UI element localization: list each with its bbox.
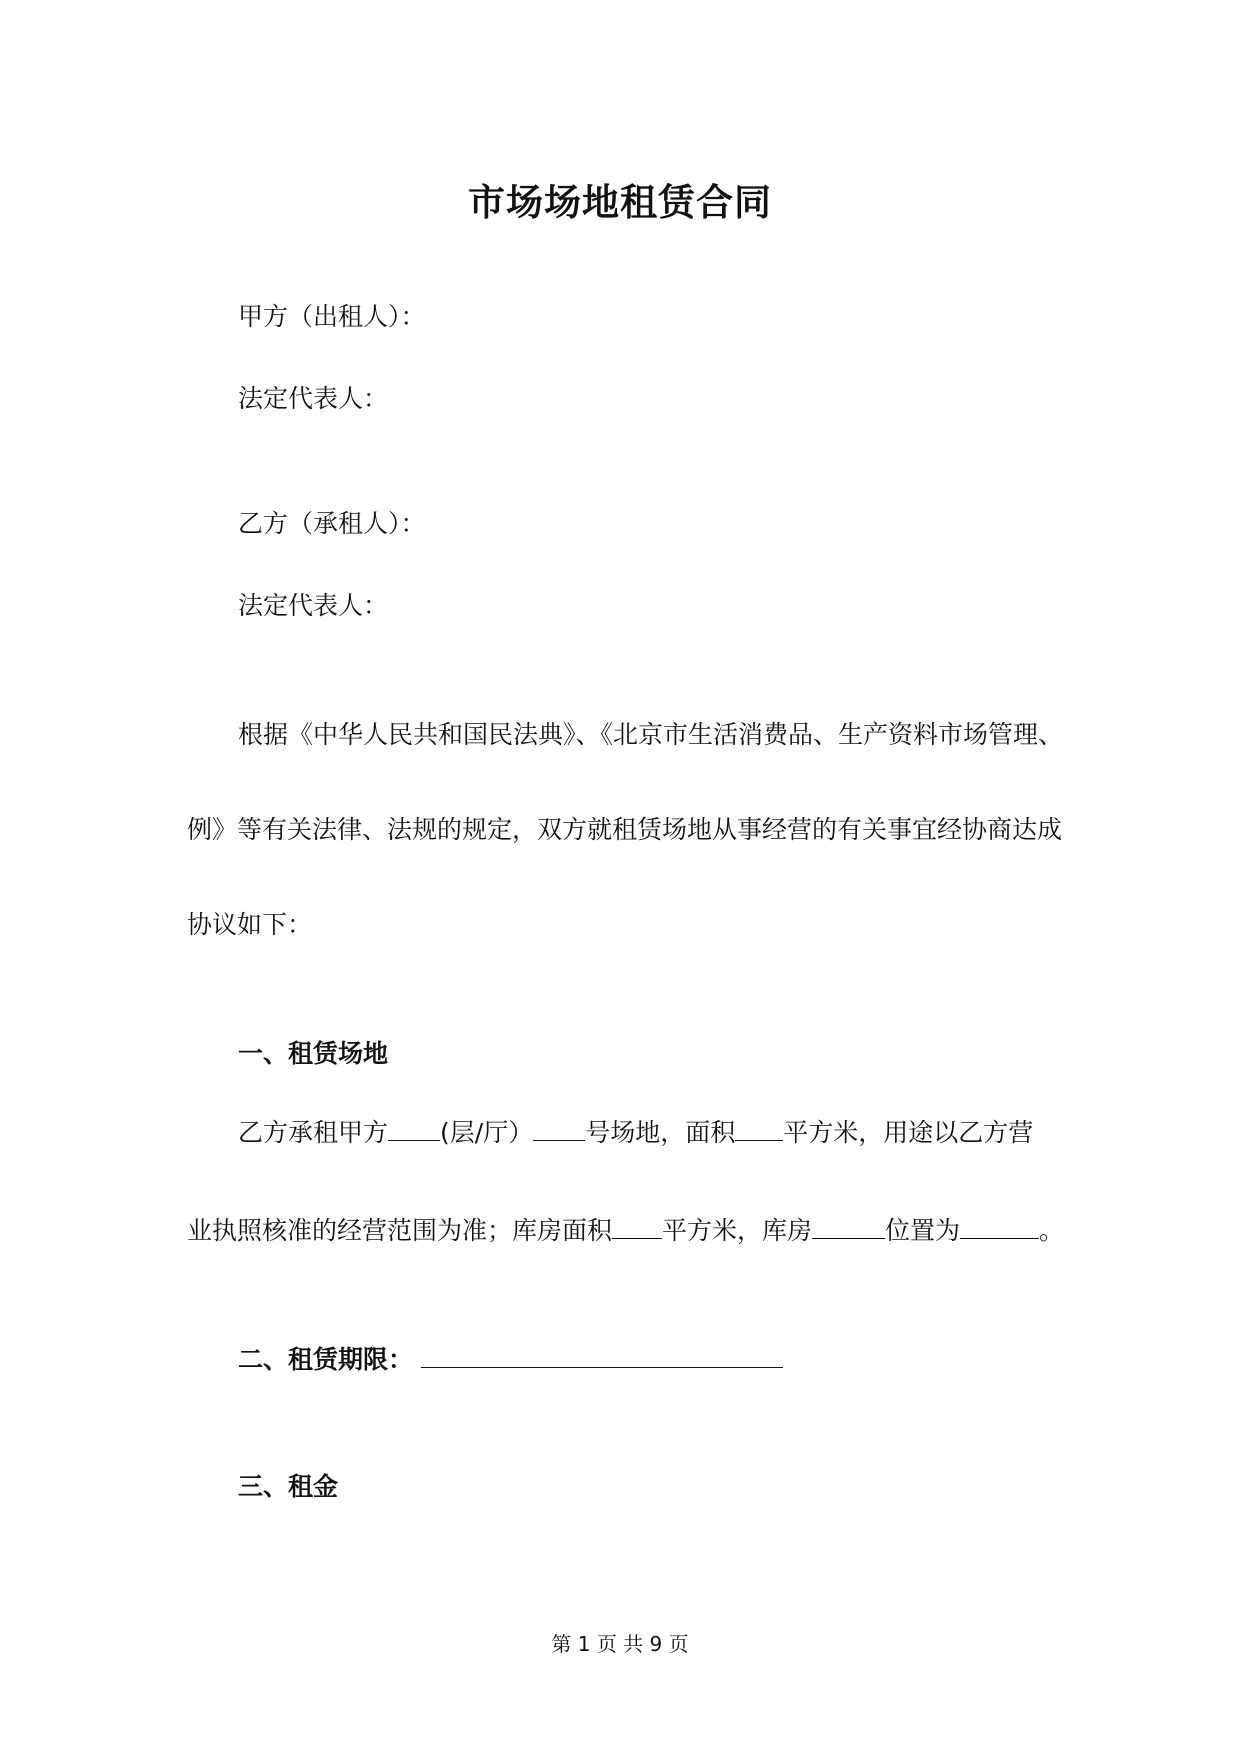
section-1-text: 。 (1039, 1216, 1065, 1245)
document-title: 市场场地租赁合同 (468, 181, 772, 224)
section-3-heading: 三、租金 (238, 1472, 339, 1501)
lease-term-blank (421, 1343, 783, 1368)
section-2-heading: 二、租赁期限： (238, 1345, 414, 1374)
section-1-line-2 (187, 1214, 1064, 1248)
floor-blank (388, 1116, 440, 1141)
preamble-line-3: 协议如下： (187, 910, 313, 939)
party-a-label: 甲方（出租人）： (238, 302, 426, 331)
page-number: 第 1 页 共 9 页 (551, 1632, 689, 1656)
site-number-blank (533, 1116, 585, 1141)
preamble-line-2: 例》等有关法律、法规的规定，双方就租赁场地从事经营的有关事宜经协商达成 (187, 815, 1063, 844)
party-b-label: 乙方（承租人）： (238, 509, 426, 538)
section-1-text: 位置为 (885, 1216, 961, 1245)
warehouse-number-blank (812, 1214, 885, 1239)
party-b-representative-label: 法定代表人： (238, 591, 389, 620)
section-2-line (238, 1343, 783, 1377)
party-a-representative-label: 法定代表人： (238, 384, 389, 413)
section-1-text: 业执照核准的经营范围为准；库房面积 (187, 1216, 613, 1245)
warehouse-location-blank (960, 1214, 1039, 1239)
section-1-heading: 一、租赁场地 (238, 1039, 389, 1068)
section-1-text: 平方米，用途以乙方营 (783, 1118, 1034, 1147)
preamble-line-1: 根据《中华人民共和国民法典》、《北京市生活消费品、生产资料市场管理、 (238, 720, 1064, 749)
area-blank (735, 1116, 783, 1141)
section-1-line-1 (238, 1116, 1033, 1150)
section-1-text: (层/厅） (440, 1118, 534, 1147)
section-1-text: 号场地，面积 (585, 1118, 736, 1147)
warehouse-area-blank (612, 1214, 662, 1239)
section-1-text: 乙方承租甲方 (238, 1118, 389, 1147)
section-1-text: 平方米，库房 (662, 1216, 813, 1245)
